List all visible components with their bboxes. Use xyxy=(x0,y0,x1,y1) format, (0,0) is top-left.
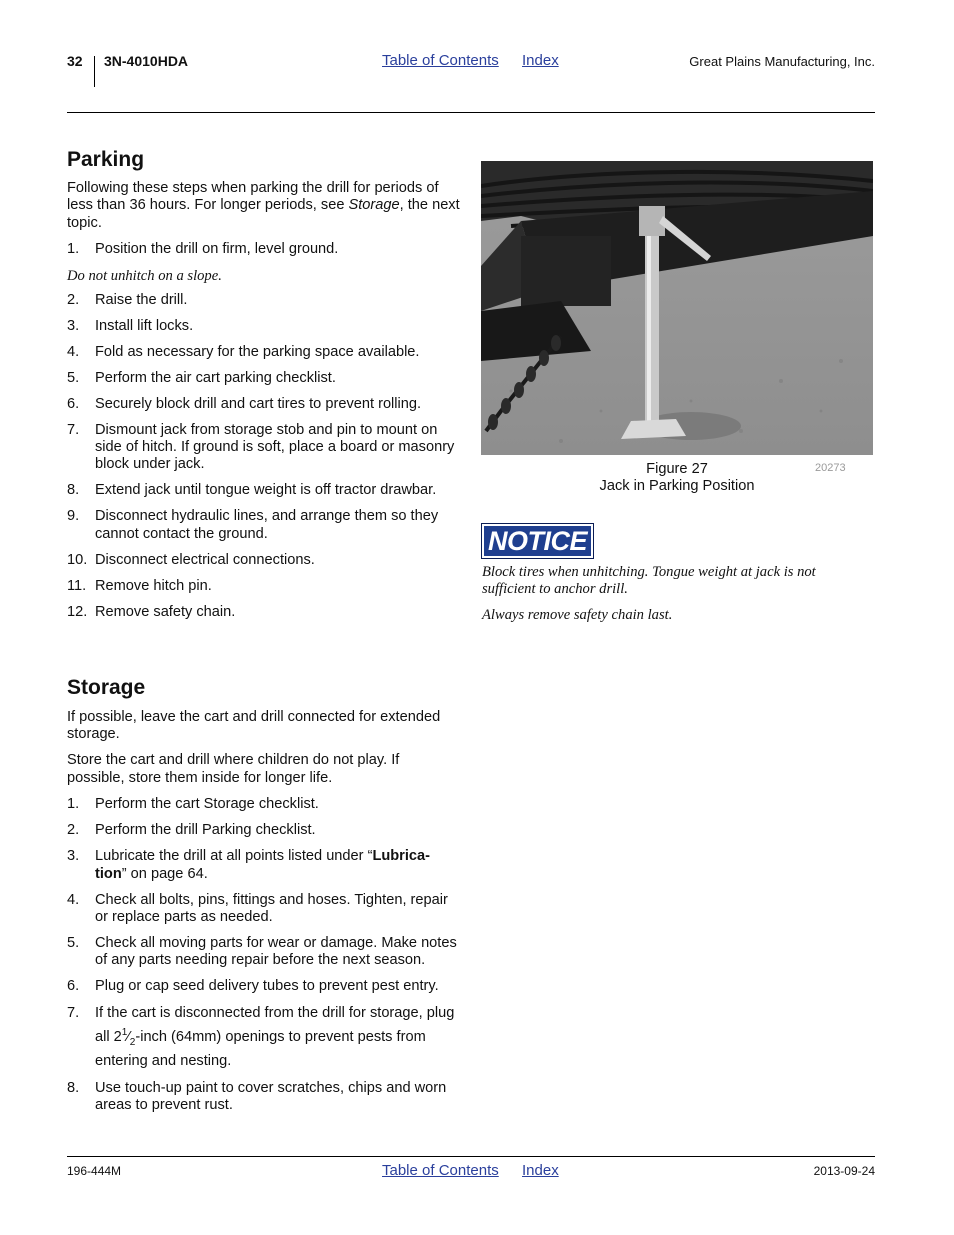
storage-step: 6. Plug or cap seed delivery tubes to prevent pest entry. xyxy=(67,978,439,995)
parking-step: 1. Position the drill on firm, level ground. xyxy=(67,241,339,258)
step-text: Check all bolts, pins, fittings and hoses. Tighten, repair or replace parts as needed. xyxy=(95,891,448,926)
parking-step: 5. Perform the air cart parking checklist. xyxy=(67,369,336,386)
header-rule xyxy=(67,112,875,113)
storage-section xyxy=(67,676,460,1115)
jack-photo xyxy=(481,161,873,455)
step-text-tail: -inch (64mm) openings to prevent pests from entering and nesting. xyxy=(95,1029,426,1070)
company-name: Great Plains Manufacturing, Inc. xyxy=(689,54,875,69)
step-text: If the cart is disconnected from the drill for storage, plug all 2 xyxy=(95,1005,455,1046)
figure-number: Figure 27 xyxy=(646,461,708,477)
parking-step: 4. Fold as necessary for the parking space available. xyxy=(67,343,420,360)
parking-intro xyxy=(67,180,460,232)
parking-step: 10. Disconnect electrical connections. xyxy=(67,551,315,568)
storage-step: 1. Perform the cart Storage checklist. xyxy=(67,796,319,813)
footer-rule xyxy=(67,1156,875,1157)
step-text: Lubricate the drill at all points listed under “ xyxy=(95,848,373,865)
header-index-link[interactable]: Index xyxy=(522,52,559,69)
lubrication-reference: Lubrica-tion xyxy=(95,848,431,882)
step-text: Dismount jack from storage stob and pin to mount on side of hitch. If ground is soft, place a board or masonry block under jack. xyxy=(95,421,455,473)
parking-step: 3. Install lift locks. xyxy=(67,317,194,334)
fraction-denominator: 2 xyxy=(129,1037,136,1049)
step-text: Install lift locks. xyxy=(95,317,194,334)
parking-step-1-list xyxy=(67,241,460,258)
parking-intro-text: Following these steps when parking the drill for periods of less than 36 hours. For longer periods, see xyxy=(67,180,439,214)
step-text: Raise the drill. xyxy=(95,291,188,308)
model-number: 3N-4010HDA xyxy=(104,53,189,69)
notice-label: NOTICE xyxy=(481,523,594,559)
step-text: Plug or cap seed delivery tubes to prevent pest entry. xyxy=(95,978,439,995)
figure-title: Jack in Parking Position xyxy=(599,478,755,495)
step-text: Remove hitch pin. xyxy=(95,577,212,594)
figure-image-id: 20273 xyxy=(815,462,846,474)
parking-step: 2. Raise the drill. xyxy=(67,291,188,308)
parking-intro-tail: , the next topic. xyxy=(67,197,460,231)
header-toc-link[interactable]: Table of Contents xyxy=(382,52,499,69)
footer-toc-link[interactable]: Table of Contents xyxy=(382,1162,499,1179)
parking-step: 8. Extend jack until tongue weight is off tractor drawbar. xyxy=(67,482,437,499)
step-text: Perform the cart Storage checklist. xyxy=(95,796,319,813)
storage-step: 2. Perform the drill Parking checklist. xyxy=(67,822,316,839)
step-text: Perform the drill Parking checklist. xyxy=(95,822,316,839)
fraction-numerator: 1 xyxy=(121,1027,128,1039)
step-text: Disconnect electrical connections. xyxy=(95,551,315,568)
parking-step: 9. Disconnect hydraulic lines, and arrange them so they cannot contact the ground. xyxy=(67,508,439,542)
storage-heading: Storage xyxy=(67,676,146,699)
storage-step: 7. If the cart is disconnected from the drill for storage, plug all $2^1⁄_2$-inch (64mm) openings to prevent pests from entering and nesting. xyxy=(67,1005,455,1070)
storage-step: 4. Check all bolts, pins, fittings and hoses. Tighten, repair or replace parts as needed. xyxy=(67,891,448,926)
parking-step: 12. Remove safety chain. xyxy=(67,603,236,620)
footer-index-link[interactable]: Index xyxy=(522,1162,559,1179)
step-text: Extend jack until tongue weight is off tractor drawbar. xyxy=(95,482,437,499)
parking-heading: Parking xyxy=(67,148,145,171)
step-text: Perform the air cart parking checklist. xyxy=(95,369,336,386)
storage-reference: Storage xyxy=(348,197,400,214)
step-text: Remove safety chain. xyxy=(95,603,236,620)
publish-date: 2013-09-24 xyxy=(813,1164,875,1178)
parking-section xyxy=(67,148,460,621)
doc-number: 196-444M xyxy=(67,1164,122,1178)
storage-steps-list xyxy=(67,796,460,1114)
storage-step: 3. Lubricate the drill at all points listed under “Lubrica-tion” on page 64. xyxy=(67,848,431,882)
header-divider xyxy=(94,56,95,87)
notice-text-tires: Block tires when unhitching. Tongue weight at jack is not sufficient to anchor drill. xyxy=(482,564,816,597)
step-text-tail: ” on page 64. xyxy=(121,865,208,882)
parking-step: 6. Securely block drill and cart tires to prevent rolling. xyxy=(67,395,422,412)
step-text: Use touch-up paint to cover scratches, chips and worn areas to prevent rust. xyxy=(95,1079,447,1114)
notice-body xyxy=(482,564,862,624)
step-text: Position the drill on firm, level ground. xyxy=(95,241,339,258)
storage-para-connected: If possible, leave the cart and drill connected for extended storage. xyxy=(67,709,441,743)
storage-step: 8. Use touch-up paint to cover scratches, chips and worn areas to prevent rust. xyxy=(67,1079,447,1114)
step-text: Check all moving parts for wear or damage. Make notes of any parts needing repair before the next season. xyxy=(95,935,457,969)
step-text: Securely block drill and cart tires to prevent rolling. xyxy=(95,395,422,412)
storage-step: 5. Check all moving parts for wear or damage. Make notes of any parts needing repair before the next season. xyxy=(67,935,457,969)
storage-para-children: Store the cart and drill where children do not play. If possible, store them inside for longer life. xyxy=(67,752,400,786)
step-text: Disconnect hydraulic lines, and arrange them so they cannot contact the ground. xyxy=(95,508,439,542)
parking-step: 7. Dismount jack from storage stob and pin to mount on side of hitch. If ground is soft, place a board or masonry block under jack. xyxy=(67,421,455,473)
parking-steps-list xyxy=(67,292,460,622)
page-number: 32 xyxy=(67,53,83,69)
notice-text-chain: Always remove safety chain last. xyxy=(482,607,673,623)
parking-step: 11. Remove hitch pin. xyxy=(67,577,212,594)
step-text: Fold as necessary for the parking space available. xyxy=(95,343,420,360)
slope-caution: Do not unhitch on a slope. xyxy=(67,267,222,284)
